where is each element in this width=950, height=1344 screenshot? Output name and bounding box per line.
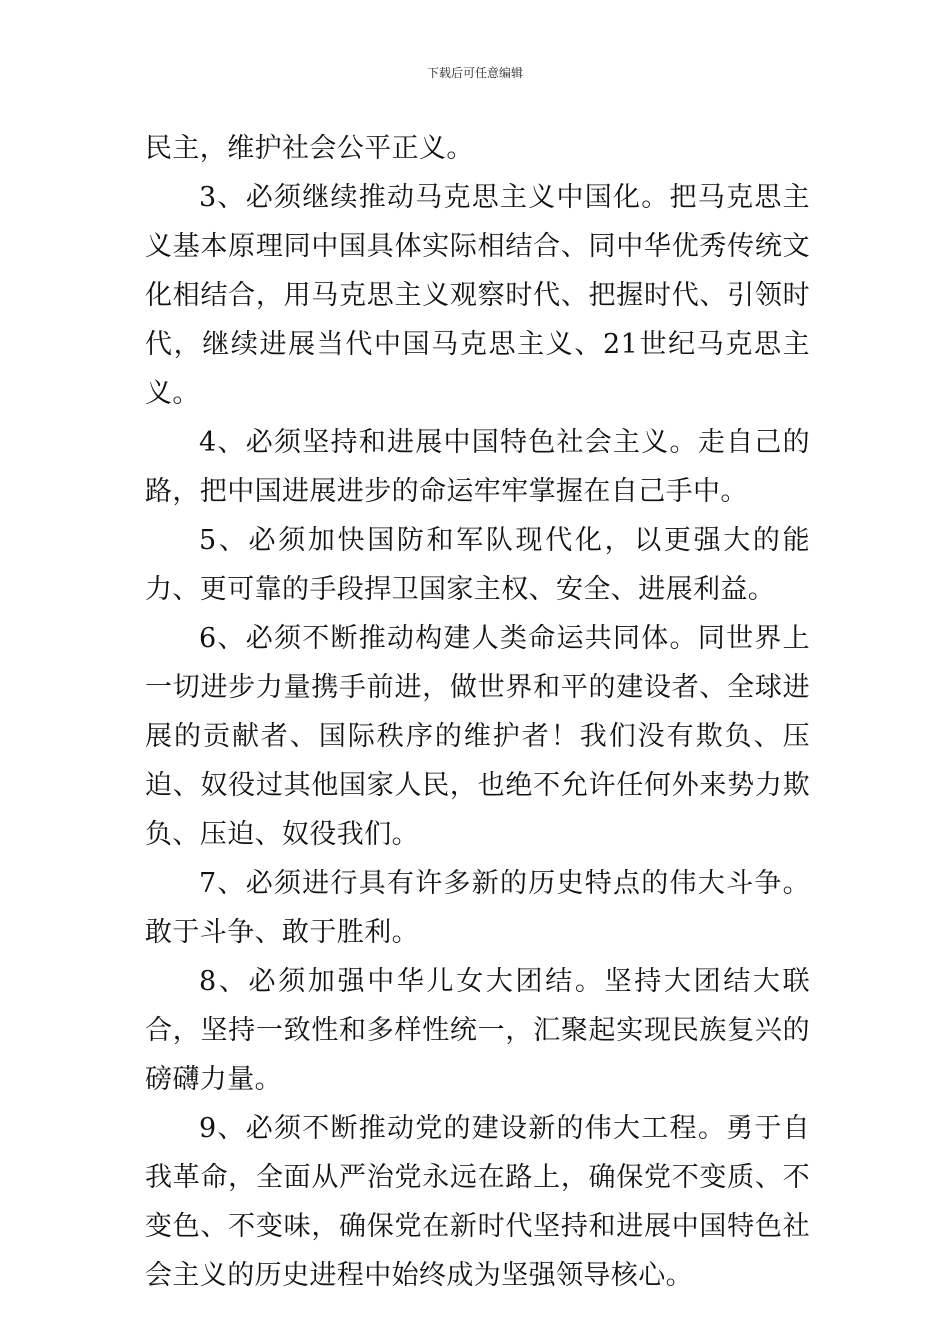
paragraph-item-5: 5、必须加快国防和军队现代化，以更强大的能力、更可靠的手段捍卫国家主权、安全、进展利益。 <box>145 525 810 605</box>
paragraph-item-4: 4、必须坚持和进展中国特色社会主义。走自己的路，把中国进展进步的命运牢牢掌握在自己手中。 <box>145 427 810 507</box>
paragraph-item-7: 7、必须进行具有许多新的历史特点的伟大斗争。敢于斗争、敢于胜利。 <box>145 868 810 948</box>
paragraph-item-8: 8、必须加强中华儿女大团结。坚持大团结大联合，坚持一致性和多样性统一，汇聚起实现民族复兴的磅礴力量。 <box>145 966 810 1095</box>
document-body <box>145 124 810 1300</box>
paragraph-item-6: 6、必须不断推动构建人类命运共同体。同世界上一切进步力量携手前进，做世界和平的建设者、全球进展的贡献者、国际秩序的维护者！我们没有欺负、压迫、奴役过其他国家人民，也绝不允许任何外来势力欺负、压迫、奴役我们。 <box>145 623 810 850</box>
paragraph-item-3: 3、必须继续推动马克思主义中国化。把马克思主义基本原理同中国具体实际相结合、同中华优秀传统文化相结合，用马克思主义观察时代、把握时代、引领时代，继续进展当代中国马克思主义、21世纪马克思主义。 <box>145 182 810 409</box>
paragraph-continuation: 民主，维护社会公平正义。 <box>145 133 474 164</box>
page-header: 下载后可任意编辑 <box>426 66 523 80</box>
paragraph-item-9: 9、必须不断推动党的建设新的伟大工程。勇于自我革命，全面从严治党永远在路上，确保党不变质、不变色、不变味，确保党在新时代坚持和进展中国特色社会主义的历史进程中始终成为坚强领导核心。 <box>145 1113 810 1291</box>
